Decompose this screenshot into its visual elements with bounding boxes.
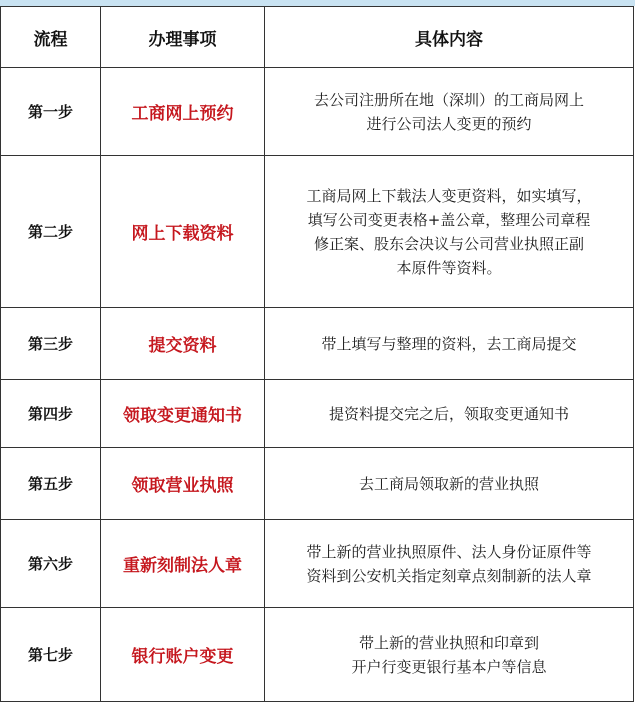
content-line: 修正案、股东会决议与公司营业执照正副 — [313, 234, 584, 253]
header-content: 具体内容 — [265, 7, 634, 68]
table-row — [1, 448, 634, 520]
table-row — [1, 608, 634, 702]
content-cell — [265, 68, 634, 156]
content-line: 填写公司变更表格+盖公章，整理公司章程 — [307, 210, 591, 229]
table-row — [1, 156, 634, 308]
content-cell — [265, 308, 634, 380]
step-label: 第五步 — [1, 448, 101, 520]
item-label: 银行账户变更 — [101, 608, 265, 702]
item-label: 领取营业执照 — [101, 448, 265, 520]
header-item: 办理事项 — [101, 7, 265, 68]
content-line: 去公司注册所在地（深圳）的工商局网上 — [313, 90, 584, 109]
item-label: 网上下载资料 — [101, 156, 265, 308]
content-cell — [265, 156, 634, 308]
table-row — [1, 520, 634, 608]
content-line: 资料到公安机关指定刻章点刻制新的法人章 — [306, 566, 592, 585]
content-line: 工商局网上下载法人变更资料，如实填写， — [306, 186, 592, 205]
content-cell — [265, 448, 634, 520]
item-label: 领取变更通知书 — [101, 380, 265, 448]
table-row — [1, 308, 634, 380]
step-label: 第六步 — [1, 520, 101, 608]
table-header-row — [1, 7, 634, 68]
step-label: 第四步 — [1, 380, 101, 448]
content-cell — [265, 520, 634, 608]
content-line: 本原件等资料。 — [396, 258, 502, 277]
header-step: 流程 — [1, 7, 101, 68]
content-cell — [265, 608, 634, 702]
content-line: 带上填写与整理的资料，去工商局提交 — [321, 334, 577, 353]
content-line: 去工商局领取新的营业执照 — [358, 474, 539, 493]
step-label: 第七步 — [1, 608, 101, 702]
content-line: 进行公司法人变更的预约 — [366, 114, 532, 133]
step-label: 第一步 — [1, 68, 101, 156]
table-row — [1, 68, 634, 156]
step-label: 第三步 — [1, 308, 101, 380]
table-row — [1, 380, 634, 448]
content-line: 带上新的营业执照原件、法人身份证原件等 — [306, 542, 592, 561]
content-cell — [265, 380, 634, 448]
content-line: 带上新的营业执照和印章到 — [358, 633, 539, 652]
step-label: 第二步 — [1, 156, 101, 308]
item-label: 重新刻制法人章 — [101, 520, 265, 608]
item-label: 工商网上预约 — [101, 68, 265, 156]
content-line: 提资料提交完之后，领取变更通知书 — [328, 404, 569, 423]
process-table — [0, 6, 634, 702]
item-label: 提交资料 — [101, 308, 265, 380]
content-line: 开户行变更银行基本户等信息 — [351, 657, 547, 676]
